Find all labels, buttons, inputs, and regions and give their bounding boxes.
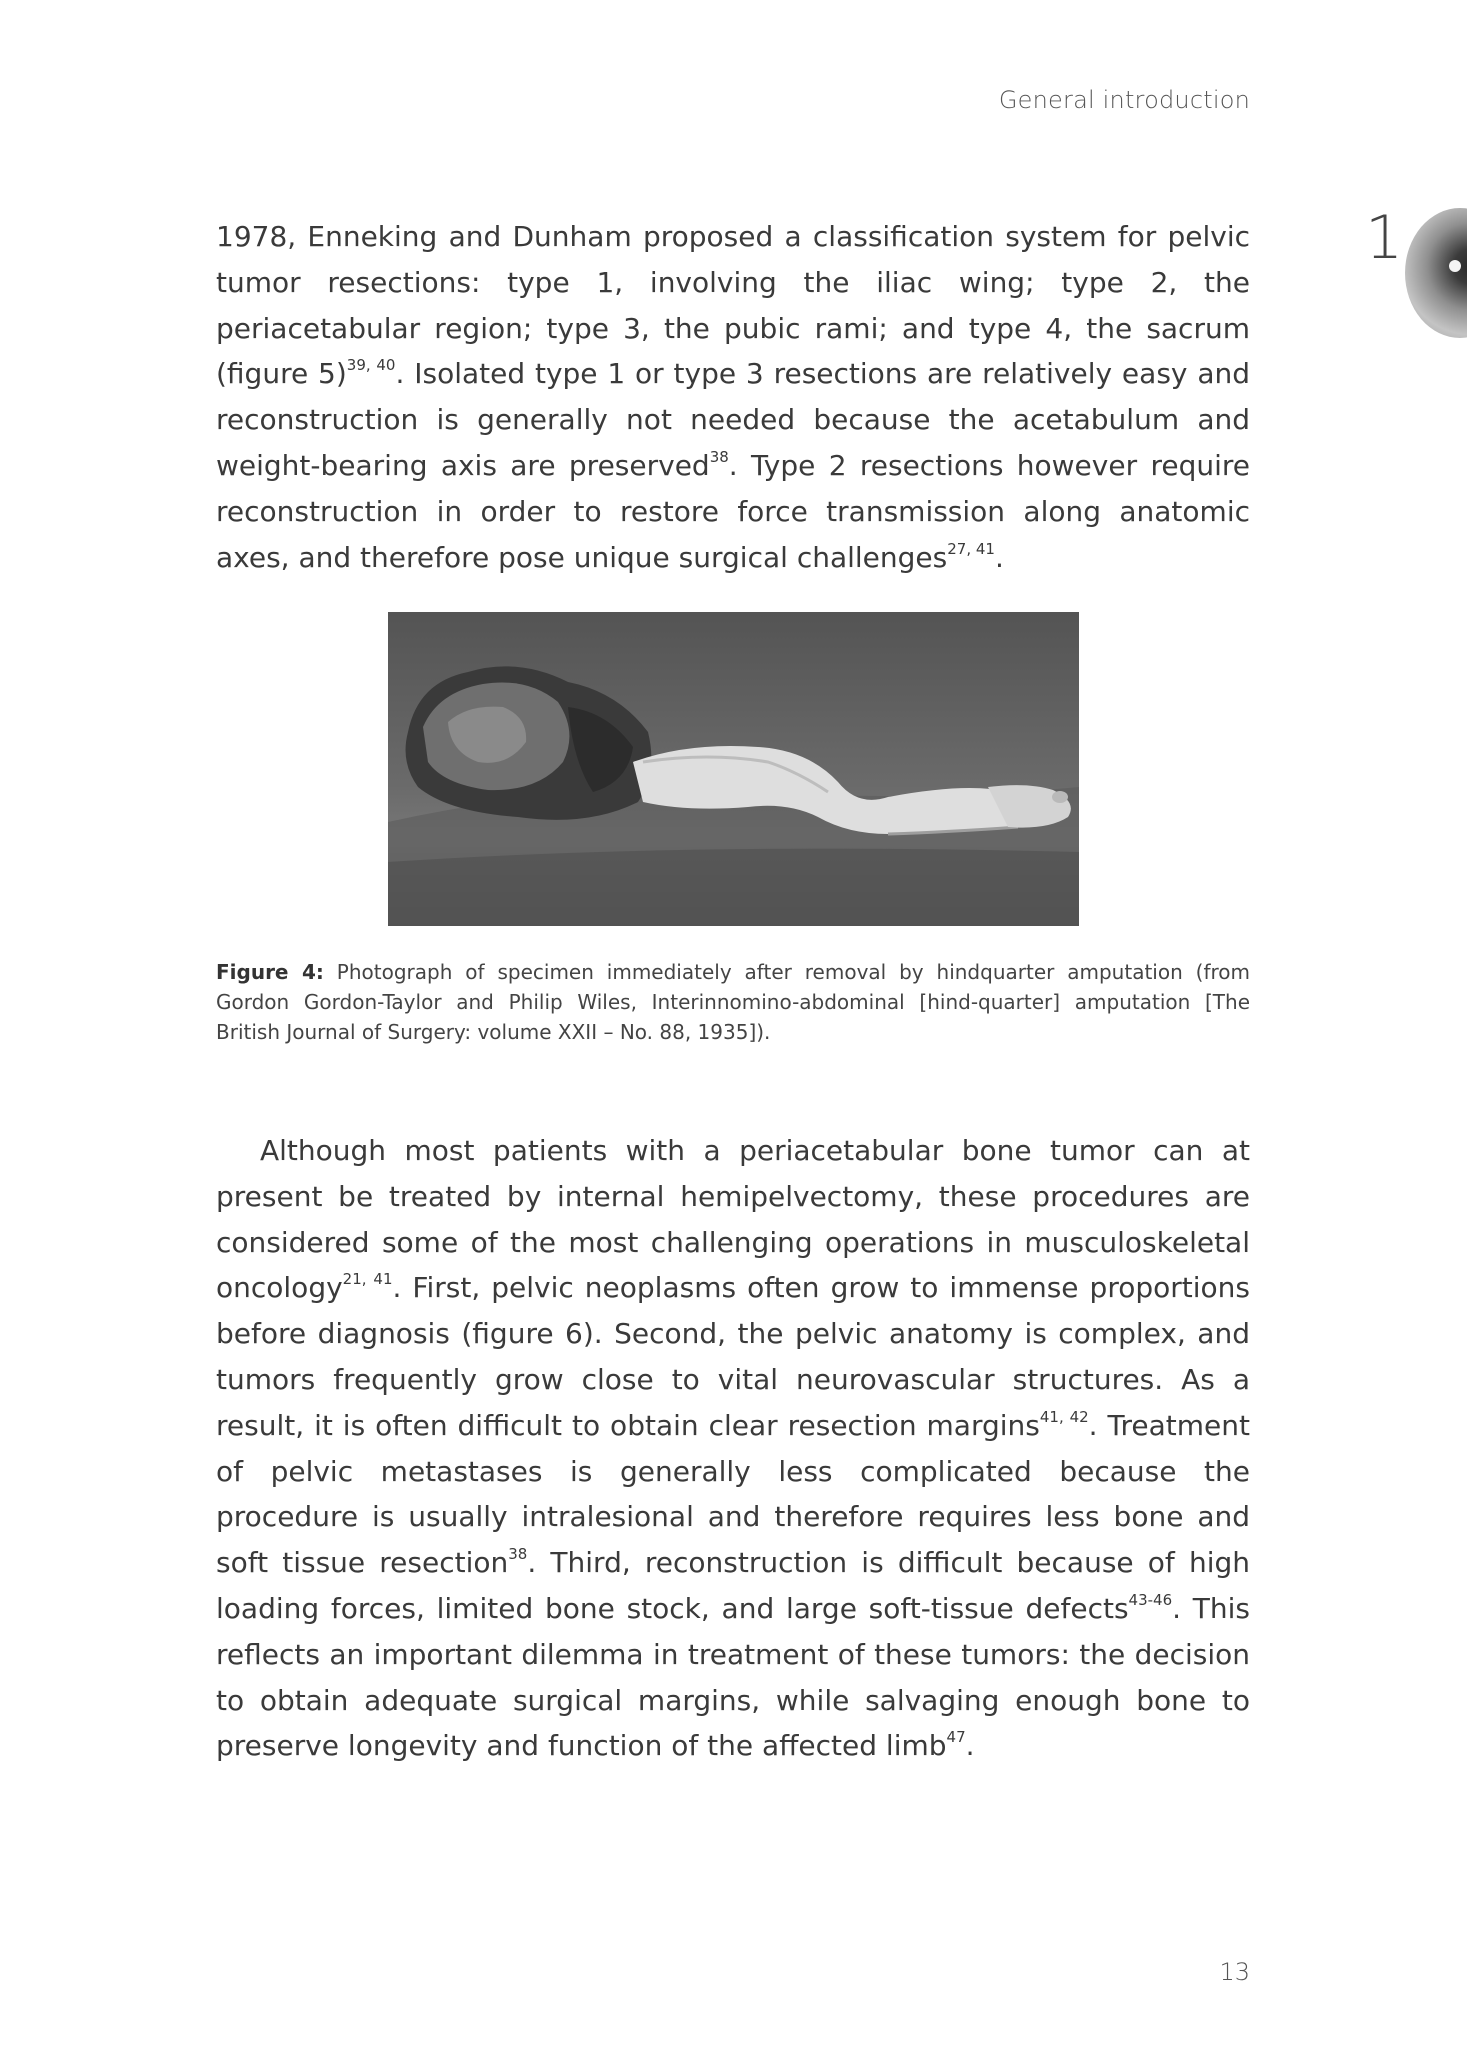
figure-label: Figure 4: bbox=[216, 960, 324, 984]
citation: 38 bbox=[508, 1545, 528, 1564]
citation: 47 bbox=[946, 1728, 966, 1747]
figure-photograph bbox=[388, 612, 1079, 926]
paragraph-challenges: Although most patients with a periacetabular bone tumor can at present be treated by internal hemipelvectomy, these procedures are considered some of the most challenging operations in musculoskeletal oncology$^{21, 41}$. First, pelvic neoplasms often grow to immense proportions before diagnosis (figure 6). Second, the pelvic anatomy is complex, and tumors frequently grow close to vital neurovascular structures. As a result, it is often difficult to obtain clear resection margins$^{41, 42}$. Treatment of pelvic metastases is generally less complicated because the procedure is usually intralesional and therefore requires less bone and soft tissue resection$^{38}$. Third, reconstruction is difficult because of high loading forces, limited bone stock, and large soft-tissue defects$^{43-46}$. This reflects an important dilemma in treatment of these tumors: the decision to obtain adequate surgical margins, while salvaging enough bone to preserve longevity and function of the affected limb$^{47}$. bbox=[216, 1134, 1251, 1763]
citation: 39, 40 bbox=[346, 356, 396, 375]
chapter-number: 1 bbox=[1365, 203, 1404, 273]
citation: 27, 41 bbox=[947, 539, 995, 558]
citation: 41, 42 bbox=[1039, 1407, 1089, 1426]
citation: 38 bbox=[709, 447, 729, 466]
figure-caption: Figure 4: Photograph of specimen immediately after removal by hindquarter amputation (from Gordon Gordon-Taylor and Philip Wiles, Interinnomino-abdominal [hind-quarter] amputation [The British Journal of Surgery: volume XXII – No. 88, 1935]). bbox=[216, 960, 1250, 1044]
chapter-orb-icon bbox=[1405, 208, 1467, 338]
citation: 21, 41 bbox=[342, 1270, 393, 1289]
running-head: General introduction bbox=[998, 86, 1250, 114]
paragraph-classification: 1978, Enneking and Dunham proposed a classification system for pelvic tumor resections: type 1, involving the iliac wing; type 2, the periacetabular region; type 3, the pubic rami; and type 4, the sacrum (figure 5)$^{39, 40}$. Isolated type 1 or type 3 resections are relatively easy and reconstruction is generally not needed because the acetabulum and weight-bearing axis are preserved$^{38}$. Type 2 resections however require reconstruction in order to restore force transmission along anatomic axes, and therefore pose unique surgical challenges$^{27, 41}$. bbox=[216, 220, 1251, 574]
citation: 43-46 bbox=[1128, 1590, 1173, 1609]
page-number: 13 bbox=[1219, 1958, 1250, 1986]
